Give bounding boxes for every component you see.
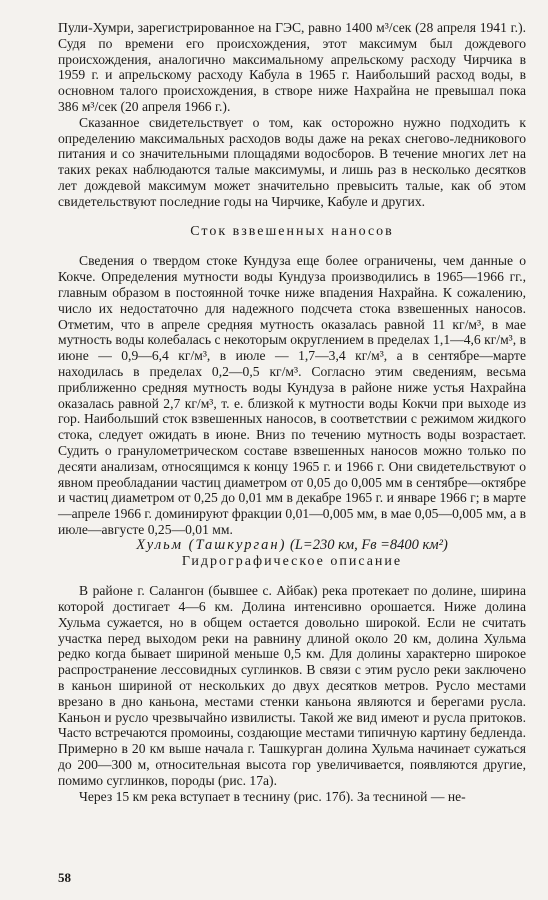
paragraph-discharge-continuation: Пули-Хумри, зарегистрированное на ГЭС, равно 1400 м³/сек (28 апреля 1941 г.). Судя по времени его происхождения, этот максимум был дождевого происхождения, аналогично максимальному апрельскому расходу Чирчика в 1959 г. и апрельскому расходу Кабула в 1965 г. Наибольший расход воды, в основном талого происхождения, в створе ниже Нахрайна не превышал пока 386 м³/сек (20 апреля 1966 г.).	[58, 20, 526, 114]
river-title	[58, 538, 526, 554]
paragraph-suspended-sediment: Сведения о твердом стоке Кундуза еще более ограничены, чем данные о Кокче. Определения мутности воды Кундуза производились в 1965—1966 гг., главным образом в постоянной точке ниже впадения Нахрайна. К сожалению, число их недостаточно для надежного подсчета стока взвешенных наносов. Отметим, что в апреле средняя мутность оказалась равной 11 кг/м³, в мае мутность воды колебалась с некоторым округлением в пределах 1,1—4,6 кг/м³, в июне — 0,9—6,4 кг/м³, в июле — 1,7—3,4 кг/м³, а в сентябре—марте находилась в пределах 0,2—0,5 кг/м³. Согласно этим сведениям, весьма приближенно средняя мутность воды Кундуза в районе ниже устья Нахрайна оказалась равной 2,7 кг/м³, т. е. близкой к мутности воды Кокчи при выходе из гор. Наибольший сток взвешенных наносов, в соответствии с режимом жидкого стока, следует ожидать в июне. Вниз по течению мутность воды возрастает. Судить о гранулометрическом составе взвешенных наносов можно только по десяти анализам, относящимся к концу 1965 г. и 1966 г. Они свидетельствуют о явном преобладании частиц диаметром от 0,05 до 0,005 мм в сентябре—октябре и частиц диаметром от 0,25 до 0,01 мм в декабре 1965 г. и январе 1966 г; в марте—апреле 1966 г. доминируют фракции 0,01—0,005 мм, в мае 0,05—0,005 мм, а в июле—августе 0,25—0,01 мм.	[58, 253, 526, 537]
river-title-name: Хульм (Ташкурган)	[136, 536, 287, 553]
paragraph-valley-description: В районе г. Салангон (бывшее с. Айбак) река протекает по долине, ширина которой достигает 4—6 км. Долина интенсивно орошается. Ниже долина Хульма сужается, но в общем остается довольно широкой. Если не считать участка перед выходом реки на равнину длиной около 20 км, долина Хульма редко когда бывает шириной меньше 0,5 км. Для долины характерно широкое распространение лессовидных суглинков. В связи с этим русло реки заключено в каньон шириной от нескольких до двух десятков метров. Русло местами врезано в дно каньона, местами стенки каньона являются и берегами русла. Каньон и русло чрезвычайно извилисты. Такой же вид имеют и русла притоков. Часто встречаются промоины, создающие местами типичную картину бедленда. Примерно в 20 км выше начала г. Ташкурган долина Хульма начинает сужаться до 200—300 м, относительная высота гор увеличивается, появляются другие, помимо суглинков, породы (рис. 17а).	[58, 583, 526, 788]
page-number: 58	[58, 870, 71, 885]
body-text	[58, 20, 526, 804]
section-heading-hydrography: Гидрографическое описание	[181, 553, 403, 569]
paragraph-gorge: Через 15 км река вступает в теснину (рис. 17б). За тесниной — не-	[79, 788, 466, 804]
river-title-params: (L=230 км, Fв =8400 км²)	[290, 536, 448, 553]
section-heading-sediment: Сток взвешенных наносов	[190, 223, 394, 239]
paragraph-snowmelt-maxima: Сказанное свидетельствует о том, как осторожно нужно подходить к определению максимальных расходов воды даже на реках снегово-ледникового питания и со значительными площадями водосборов. В течение многих лет на таких реках наблюдаются талые максимумы, и лишь раз в несколько десятков лет дождевой максимум может значительно превысить талые, как об этом свидетельствуют последние годы на Чирчике, Кабуле и других.	[58, 114, 526, 209]
